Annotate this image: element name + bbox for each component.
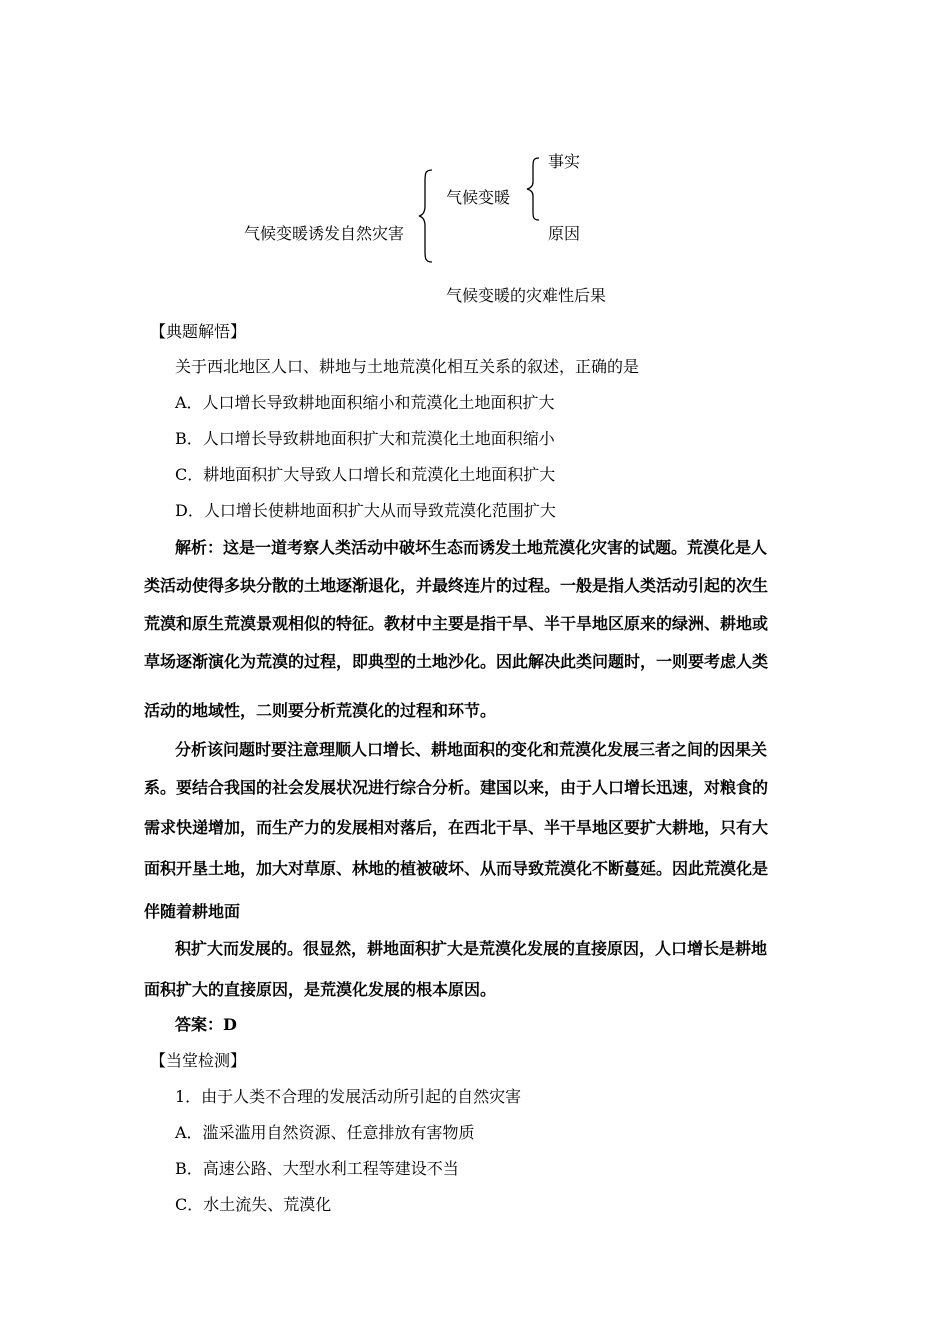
example-option-c: C．耕地面积扩大导致人口增长和荒漠化土地面积扩大 [175,465,556,484]
analysis-line: 面积开垦土地，加大对草原、林地的植被破坏、从而导致荒漠化不断蔓延。因此荒漠化是 [144,859,769,878]
section-heading-example: 【典题解悟】 [150,322,247,341]
analysis-line: 系。要结合我国的社会发展状况进行综合分析。建国以来，由于人口增长迅速，对粮食的 [144,778,769,797]
example-option-b: B．人口增长导致耕地面积扩大和荒漠化土地面积缩小 [175,429,555,448]
big-brace-icon [418,168,436,264]
analysis-line: 积扩大而发展的。很显然，耕地面积扩大是荒漠化发展的直接原因，人口增长是耕地 [175,939,768,958]
outline-branch-warming: 气候变暖 [446,188,511,207]
section-heading-check: 【当堂检测】 [150,1051,247,1070]
small-brace-icon [526,156,542,222]
check-option-a: A．滥采滥用自然资源、任意排放有害物质 [175,1123,475,1142]
analysis-line: 活动的地域性，二则要分析荒漠化的过程和环节。 [144,701,497,720]
analysis-line: 解析：这是一道考察人类活动中破坏生态而诱发土地荒漠化灾害的试题。荒漠化是人 [175,538,768,557]
check-option-c: C．水土流失、荒漠化 [175,1195,332,1214]
analysis-line: 类活动使得多块分散的土地逐渐退化，并最终连片的过程。一般是指人类活动引起的次生 [144,576,769,595]
check-question: 1．由于人类不合理的发展活动所引起的自然灾害 [175,1087,522,1106]
analysis-line: 需求快递增加，而生产力的发展相对落后，在西北干旱、半干旱地区要扩大耕地，只有大 [144,818,769,837]
outline-leaf-fact: 事实 [548,152,581,171]
answer: 答案：D [175,1015,237,1034]
outline-root: 气候变暖诱发自然灾害 [244,224,405,243]
outline-branch-consequences: 气候变暖的灾难性后果 [446,286,607,305]
outline-leaf-cause: 原因 [548,224,581,243]
analysis-line: 草场逐渐演化为荒漠的过程，即典型的土地沙化。因此解决此类问题时，一则要考虑人类 [144,652,769,671]
analysis-line: 面积扩大的直接原因，是荒漠化发展的根本原因。 [144,980,497,999]
example-option-d: D．人口增长使耕地面积扩大从而导致荒漠化范围扩大 [175,501,556,520]
analysis-line: 荒漠和原生荒漠景观相似的特征。教材中主要是指干旱、半干旱地区原来的绿洲、耕地或 [144,614,769,633]
analysis-line: 分析该问题时要注意理顺人口增长、耕地面积的变化和荒漠化发展三者之间的因果关 [175,740,768,759]
check-option-b: B．高速公路、大型水利工程等建设不当 [175,1159,459,1178]
example-question: 关于西北地区人口、耕地与土地荒漠化相互关系的叙述，正确的是 [175,357,640,376]
example-option-a: A．人口增长导致耕地面积缩小和荒漠化土地面积扩大 [175,393,555,412]
analysis-line: 伴随着耕地面 [144,902,241,921]
